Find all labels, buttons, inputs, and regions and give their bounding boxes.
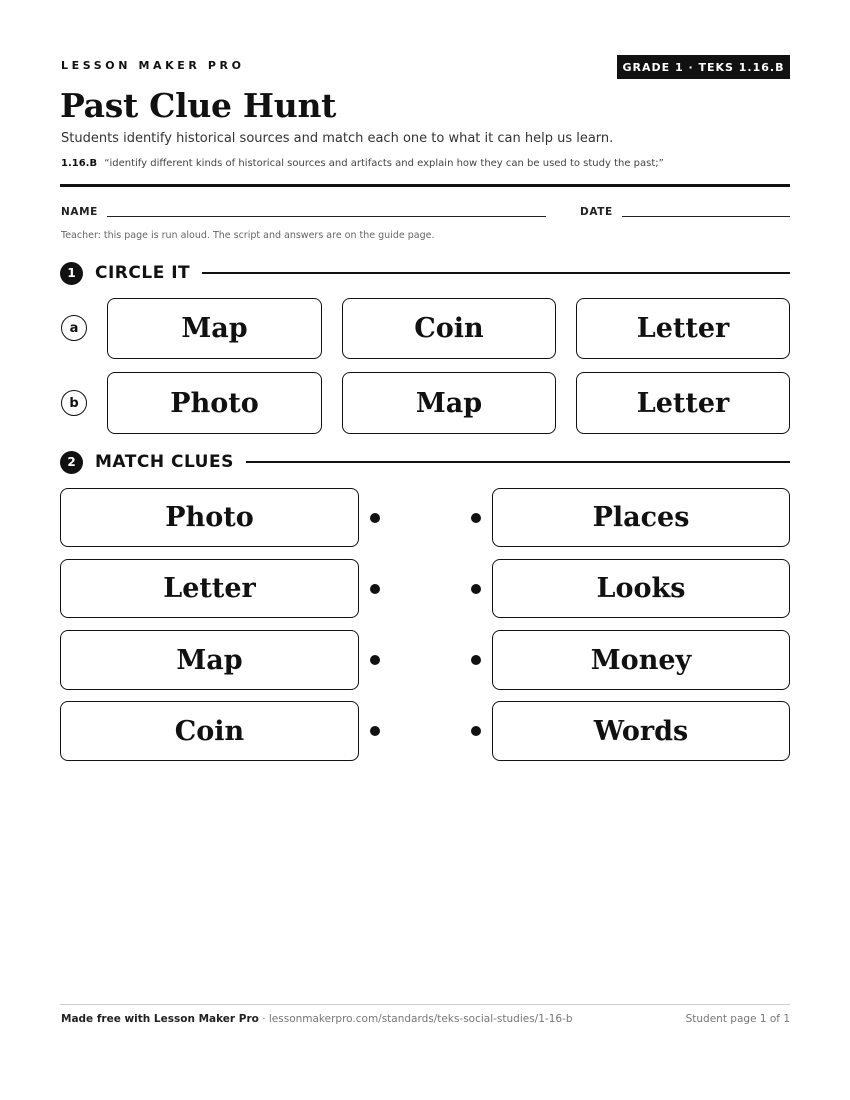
match-dot-right[interactable]	[471, 655, 481, 665]
section-circle-it-heading	[60, 261, 790, 285]
match-dot-right[interactable]	[471, 584, 481, 594]
section-rule	[202, 272, 790, 274]
footer-page-number: Student page 1 of 1	[685, 1013, 790, 1025]
footer-made-with: Made free with Lesson Maker Pro	[61, 1013, 259, 1025]
match-left-box[interactable]: Coin	[60, 701, 359, 761]
brand-name: LESSON MAKER PRO	[61, 59, 245, 72]
choice-box[interactable]: Coin	[342, 298, 556, 359]
date-field[interactable]	[622, 216, 790, 217]
choice-box[interactable]: Letter	[576, 298, 790, 359]
section-title: MATCH CLUES	[95, 452, 234, 472]
section-match-clues-heading	[60, 450, 790, 474]
match-dot-left[interactable]	[370, 513, 380, 523]
date-label: DATE	[580, 206, 613, 218]
choice-box[interactable]: Letter	[576, 372, 790, 434]
section-number-badge: 2	[60, 451, 83, 474]
standard-text: “identify different kinds of historical sources and artifacts and explain how they can be used to study the past;”	[104, 158, 664, 169]
row-letter-a: a	[61, 315, 87, 341]
page-title: Past Clue Hunt	[60, 86, 337, 125]
page-subtitle: Students identify historical sources and match each one to what it can help us learn.	[61, 131, 614, 146]
section-title: CIRCLE IT	[95, 263, 191, 283]
header-divider	[60, 184, 790, 187]
footer-divider	[60, 1004, 790, 1005]
footer-separator: ·	[258, 1013, 269, 1025]
match-right-box[interactable]: Places	[492, 488, 790, 547]
grade-badge: GRADE 1 · TEKS 1.16.B	[617, 55, 790, 79]
match-right-box[interactable]: Words	[492, 701, 790, 761]
standard-line	[61, 158, 664, 169]
row-letter-b: b	[61, 390, 87, 416]
match-dot-left[interactable]	[370, 726, 380, 736]
name-field[interactable]	[107, 216, 546, 217]
match-dot-left[interactable]	[370, 584, 380, 594]
footer-credit	[61, 1013, 573, 1025]
match-right-box[interactable]: Looks	[492, 559, 790, 618]
standard-code: 1.16.B	[61, 158, 98, 169]
section-number-badge: 1	[60, 262, 83, 285]
section-rule	[246, 461, 790, 463]
teacher-note: Teacher: this page is run aloud. The script and answers are on the guide page.	[61, 230, 435, 241]
match-left-box[interactable]: Map	[60, 630, 359, 690]
name-label: NAME	[61, 206, 98, 218]
match-dot-left[interactable]	[370, 655, 380, 665]
choice-box[interactable]: Photo	[107, 372, 322, 434]
choice-box[interactable]: Map	[107, 298, 322, 359]
match-left-box[interactable]: Photo	[60, 488, 359, 547]
footer-url[interactable]: lessonmakerpro.com/standards/teks-social-studies/1-16-b	[268, 1013, 573, 1025]
match-right-box[interactable]: Money	[492, 630, 790, 690]
match-dot-right[interactable]	[471, 726, 481, 736]
choice-box[interactable]: Map	[342, 372, 556, 434]
match-dot-right[interactable]	[471, 513, 481, 523]
match-left-box[interactable]: Letter	[60, 559, 359, 618]
